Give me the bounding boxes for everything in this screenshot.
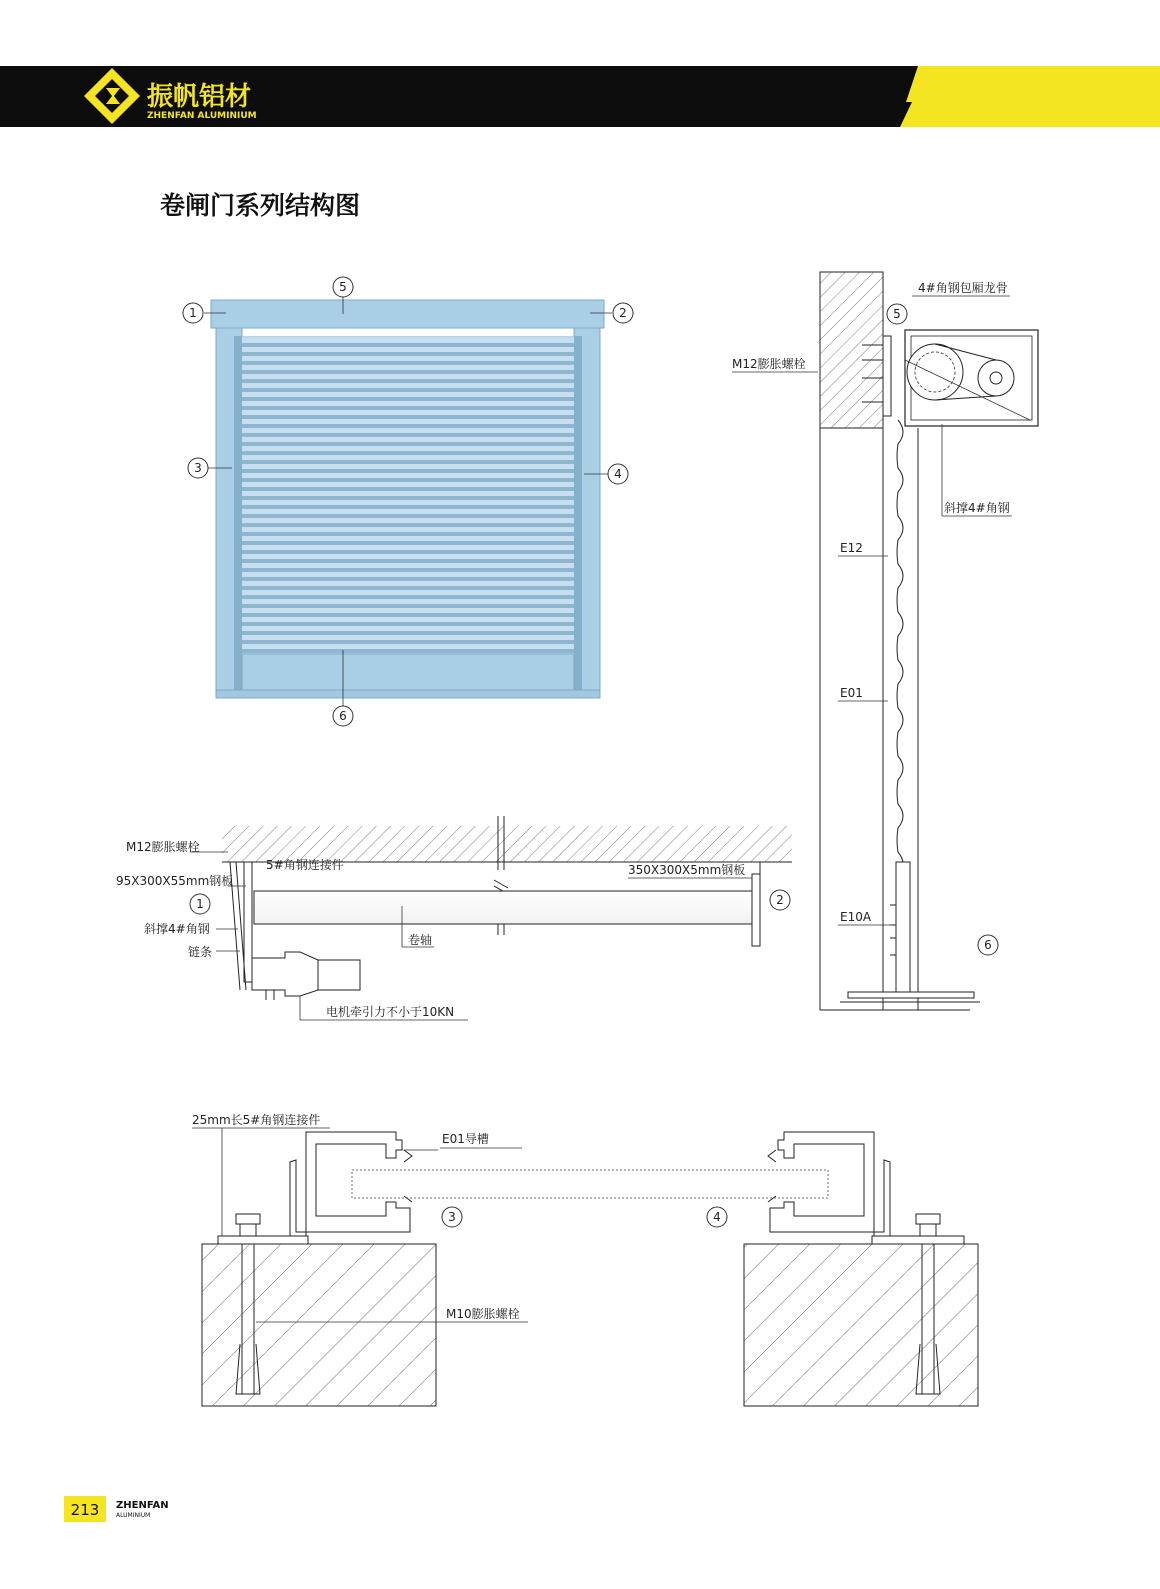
top-plan-view [116,816,792,1020]
slat-shadow [242,478,574,482]
slat [242,482,574,487]
slat [242,455,574,460]
plan-label-m12-bolt: M12膨胀螺栓 [126,840,200,854]
footer-brand-sub: ALUMINIUM [116,1512,151,1519]
slat-shadow [242,370,574,374]
section-callout-6: 6 [984,938,992,952]
rail-label-m10-bolt: M10膨胀螺栓 [446,1307,520,1321]
slat-shadow [242,388,574,392]
slat-shadow [242,415,574,419]
plan-callout-2: 2 [776,893,784,907]
slat-shadow [242,397,574,401]
slat-shadow [242,442,574,446]
section-label-diagonal-brace: 斜撑4#角钢 [944,501,1010,515]
slat-shadow [242,586,574,590]
plan-label-plate-350: 350X300X5mm钢板 [628,863,746,877]
front-callout-3: 3 [194,461,202,475]
slat-shadow [242,451,574,455]
slat [242,338,574,343]
slat [242,581,574,586]
front-view [183,277,633,726]
slat [242,347,574,352]
slat [242,644,574,649]
slat-shadow [242,577,574,581]
slat-shadow [242,487,574,491]
slat [242,554,574,559]
slat [242,635,574,640]
plan-label-chain: 链条 [188,945,213,959]
slat [242,410,574,415]
slat [242,608,574,613]
rail-callout-3: 3 [448,1210,456,1224]
slat-shadow [242,505,574,509]
slat-shadow [242,613,574,617]
slat [242,365,574,370]
slat-shadow [242,568,574,572]
section-label-e10a: E10A [840,910,872,924]
slat [242,419,574,424]
slat-shadow [242,424,574,428]
slat-shadow [242,496,574,500]
slat-shadow [242,541,574,545]
slat [242,392,574,397]
slat-shadow [242,433,574,437]
slat [242,590,574,595]
slat [242,473,574,478]
slat-shadow [242,406,574,410]
footer [64,1496,169,1522]
slat [242,599,574,604]
front-callout-1: 1 [189,306,197,320]
slat [242,401,574,406]
slat [242,374,574,379]
slat-shadow [242,343,574,347]
front-callout-2: 2 [619,306,627,320]
plan-label-shaft: 卷轴 [408,933,433,947]
slat [242,527,574,532]
footer-brand: ZHENFAN [116,1500,169,1511]
brand-name-en: ZHENFAN ALUMINIUM [147,111,257,121]
rail-callout-4: 4 [713,1210,721,1224]
slat [242,563,574,568]
slat-shadow [242,550,574,554]
plan-label-plate-95: 95X300X55mm钢板 [116,874,234,888]
section-label-m12-bolt: M12膨胀螺栓 [732,357,806,371]
guide-rail-plan-view [192,1112,978,1406]
slat [242,545,574,550]
front-callout-5: 5 [339,280,347,294]
slat-shadow [242,361,574,365]
slat-shadow [242,604,574,608]
slat-shadow [242,469,574,473]
slat-shadow [242,631,574,635]
slat [242,536,574,541]
slat [242,572,574,577]
slat-shadow [242,460,574,464]
slat-shadow [242,622,574,626]
brand-name-cn: 振帆铝材 [147,82,252,112]
plan-label-motor: 电机牵引力不小于10KN [326,1005,455,1019]
front-callout-6: 6 [339,709,347,723]
slat [242,428,574,433]
section-label-e01: E01 [840,686,863,700]
slat [242,356,574,361]
plan-label-angle-connector: 5#角钢连接件 [266,858,344,872]
slat [242,509,574,514]
page-title: 卷闸门系列结构图 [160,191,361,220]
slat-shadow [242,640,574,644]
slat [242,491,574,496]
slat-shadow [242,595,574,599]
slat [242,383,574,388]
plan-callout-1: 1 [196,897,204,911]
plan-label-diagonal-brace: 斜撑4#角钢 [144,922,210,936]
front-callout-4: 4 [614,467,622,481]
page-number: 213 [70,1501,100,1519]
slat [242,626,574,631]
slat [242,617,574,622]
slat [242,500,574,505]
slat-shadow [242,514,574,518]
slat-shadow [242,379,574,383]
slat [242,446,574,451]
slat-shadow [242,649,574,653]
rail-label-e01-channel: E01导槽 [442,1132,489,1146]
section-label-angle-steel-box: 4#角钢包厢龙骨 [918,281,1008,295]
slat-shadow [242,352,574,356]
section-label-e12: E12 [840,541,863,555]
header-accent-stripe [900,66,1160,127]
slat [242,518,574,523]
slat-shadow [242,559,574,563]
slat [242,464,574,469]
slat [242,437,574,442]
header-bar [0,66,1160,127]
slat-shadow [242,523,574,527]
section-callout-5: 5 [893,307,901,321]
rail-label-connector-25: 25mm长5#角钢连接件 [192,1113,321,1127]
door-slats [242,338,574,653]
slat-shadow [242,532,574,536]
